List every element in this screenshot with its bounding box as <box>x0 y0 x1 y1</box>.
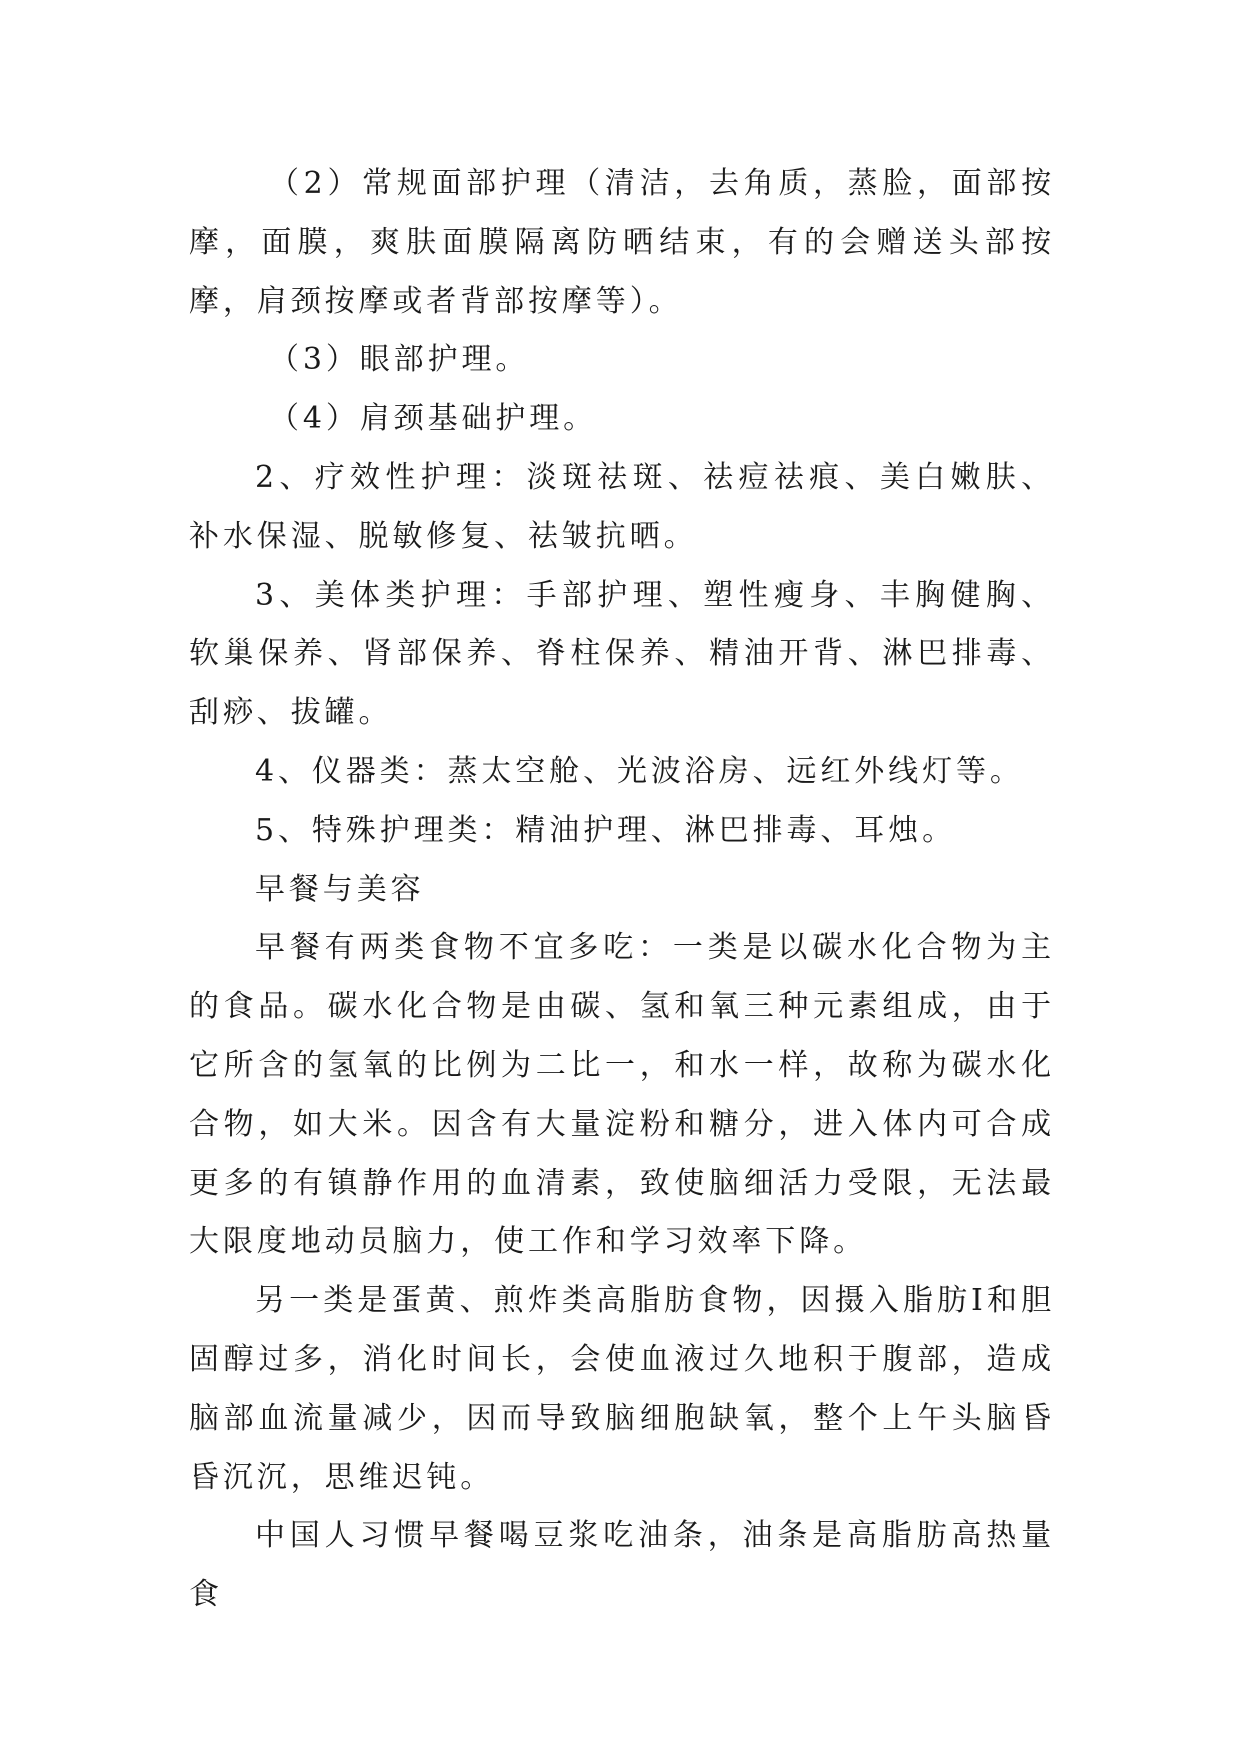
document-body <box>189 155 1055 1625</box>
paragraph-carbohydrates: 早餐有两类食物不宜多吃：一类是以碳水化合物为主的食品。碳水化合物是由碳、氢和氧三种元素组成，由于它所含的氢氧的比例为二比一，和水一样，故称为碳水化合物，如大米。因含有大量淀粉和糖分，进入体内可合成更多的有镇静作用的血清素，致使脑细活力受限，无法最大限度地动员脑力，使工作和学习效率下降。 <box>189 930 1055 1260</box>
paragraph-special-care: 5、特殊护理类：精油护理、淋巴排毒、耳烛。 <box>255 812 956 848</box>
paragraph-facial-care: （2）常规面部护理（清洁，去角质，蒸脸，面部按摩，面膜，爽肤面膜隔离防晒结束，有的会赠送头部按摩，肩颈按摩或者背部按摩等）。 <box>189 166 1055 319</box>
paragraph-high-fat: 另一类是蛋黄、煎炸类高脂肪食物，因摄入脂肪I和胆固醇过多，消化时间长，会使血液过久地积于腹部，造成脑部血流量减少，因而导致脑细胞缺氧，整个上午头脑昏昏沉沉，思维迟钝。 <box>189 1283 1055 1495</box>
paragraph-body-care: 3、美体类护理：手部护理、塑性瘦身、丰胸健胸、软巢保养、肾部保养、脊柱保养、精油开背、淋巴排毒、刮痧、拔罐。 <box>189 577 1055 731</box>
section-heading-breakfast: 早餐与美容 <box>255 871 425 907</box>
paragraph-therapeutic-care: 2、疗效性护理：淡斑祛斑、祛痘祛痕、美白嫩肤、补水保湿、脱敏修复、祛皱抗晒。 <box>189 459 1055 554</box>
paragraph-neck-care: （4）肩颈基础护理。 <box>269 401 598 437</box>
paragraph-chinese-breakfast: 中国人习惯早餐喝豆浆吃油条，油条是高脂肪高热量食 <box>189 1518 1055 1613</box>
paragraph-eye-care: （3）眼部护理。 <box>269 342 530 378</box>
paragraph-instruments: 4、仪器类：蒸太空舱、光波浴房、远红外线灯等。 <box>255 753 1024 789</box>
